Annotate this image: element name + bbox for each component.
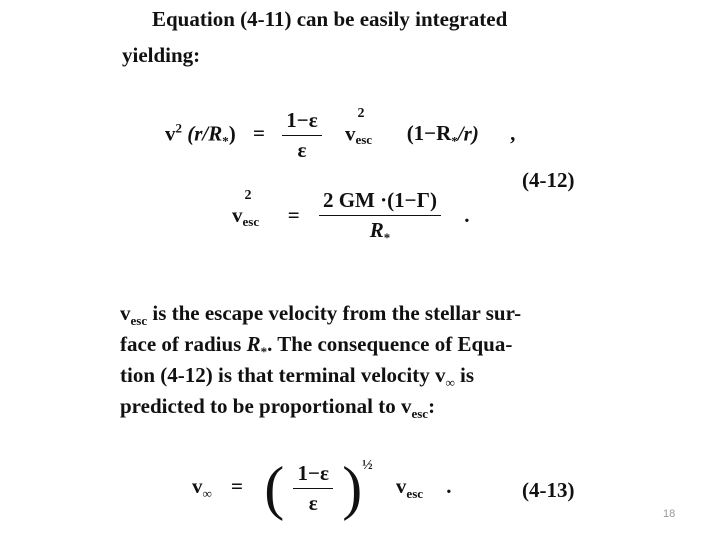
para-line3-start: tion (4-12) is that terminal velocity [120, 363, 435, 387]
equation-4-13 [192, 455, 452, 522]
eq-factor-close: /r) [457, 121, 479, 146]
equation-label-4-13: (4-13) [522, 478, 575, 502]
eq3-lhs-sub: ∞ [202, 486, 212, 502]
eq2-den-sub: * [383, 230, 391, 246]
eq-equals: = [253, 121, 265, 146]
eq2-lhs-scripts [242, 187, 277, 229]
eq3-frac-denominator: ε [308, 490, 318, 515]
eq-vesc-exp: 2 [357, 106, 365, 122]
intro-line-2: yielding: [122, 43, 201, 67]
eq2-lhs-sub: esc [242, 213, 260, 229]
eq3-equals: = [231, 474, 243, 498]
eq2-period: . [464, 202, 470, 227]
paragraph-line-4 [120, 391, 435, 429]
eq2-frac-denominator [319, 216, 441, 246]
eq-fraction-epsilon [282, 108, 321, 163]
para-line3-sub: ∞ [445, 375, 455, 391]
eq3-fraction [293, 461, 332, 516]
intro-line-1: Equation (4-11) can be easily integrated [152, 7, 508, 31]
para-line4-start: predicted to be proportional to [120, 394, 401, 418]
eq3-paren-open: ( [264, 455, 285, 522]
para-line4-rest: : [428, 394, 436, 418]
para-line2-sub: * [260, 344, 268, 360]
para-vesc-sub: esc [130, 313, 148, 329]
eq-vesc-scripts [355, 106, 389, 148]
eq-vesc-sub: esc [355, 132, 373, 148]
eq2-frac-numerator: 2 GM ·(1−Γ) [319, 188, 441, 216]
frac-numerator: 1−ε [282, 108, 321, 136]
eq3-rhs-v: v [395, 474, 407, 498]
equation-label-4-12: (4-12) [522, 168, 575, 192]
eq2-fraction [319, 188, 441, 246]
eq3-frac-numerator: 1−ε [293, 461, 332, 489]
eq-comma: , [510, 121, 516, 146]
eq3-rhs-sub: esc [406, 486, 424, 502]
eq3-period: . [446, 474, 452, 498]
eq-lhs-close: ) [228, 121, 236, 146]
eq3-lhs-v: v [192, 474, 203, 498]
para-line1-text: is the escape velocity from the stellar sur- [147, 301, 522, 325]
eq-factor-open: (1−R [406, 121, 452, 146]
equation-4-12-line-1 [165, 108, 515, 163]
eq2-lhs-exp: 2 [244, 187, 252, 203]
para-line4-v: v [400, 394, 412, 418]
equation-4-12-line-2 [232, 188, 469, 246]
para-line2-start: face of radius [120, 332, 247, 356]
eq3-paren-close: ) [342, 455, 363, 522]
eq2-equals: = [287, 202, 300, 227]
para-line3-rest: is [454, 363, 474, 387]
frac-denominator: ε [297, 138, 307, 162]
eq-factor-sub: * [451, 133, 458, 149]
eq-lhs-exp: 2 [175, 120, 182, 136]
eq2-den-r: R [369, 218, 384, 242]
eq-lhs-paren: (r/R [187, 121, 223, 146]
eq-vesc-v: v [344, 121, 356, 146]
slide-number: 18 [663, 508, 676, 520]
para-vesc-v: v [120, 301, 131, 325]
eq2-lhs-v: v [232, 202, 243, 227]
para-line2-rest: . The consequence of Equa- [267, 332, 513, 356]
para-line2-r: R [246, 332, 261, 356]
eq-lhs-v: v [165, 121, 176, 146]
eq3-exponent: ½ [362, 458, 373, 473]
eq-lhs-sub: * [222, 133, 229, 149]
para-line3-v: v [434, 363, 446, 387]
para-line4-sub: esc [411, 406, 429, 422]
